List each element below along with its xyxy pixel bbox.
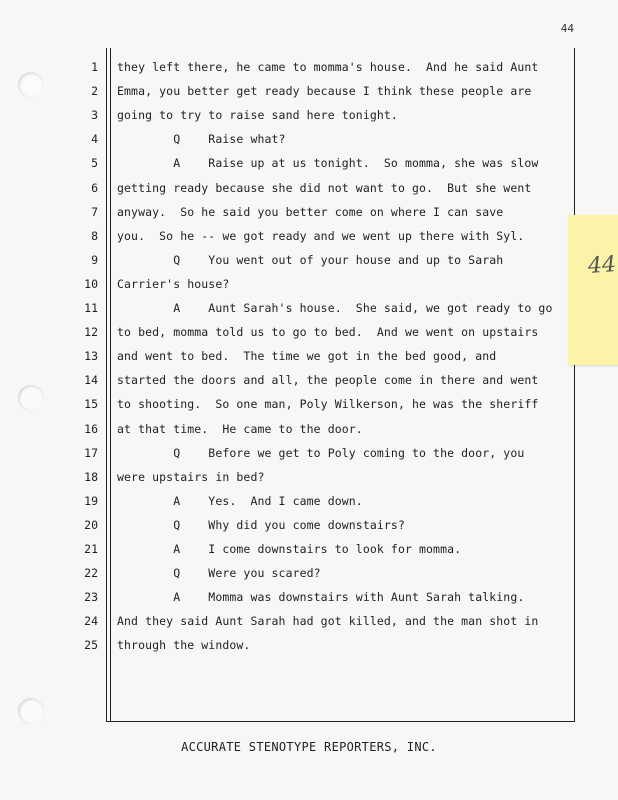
line-number: 1	[91, 60, 98, 74]
line-text: Q Why did you come downstairs?	[117, 517, 405, 532]
line-text: through the window.	[117, 638, 251, 653]
line-number: 24	[84, 614, 98, 629]
reporter-footer: ACCURATE STENOTYPE REPORTERS, INC.	[181, 740, 437, 754]
line-text: they left there, he came to momma's house. And he said Aunt	[117, 60, 539, 74]
page-number: 44	[560, 22, 574, 35]
line-text: going to try to raise sand here tonight.	[117, 108, 398, 123]
line-text: and went to bed. The time we got in the bed good, and	[117, 349, 497, 364]
line-number: 3	[91, 108, 98, 123]
line-number: 4	[91, 132, 98, 147]
transcript-line	[0, 274, 600, 298]
line-number: 18	[84, 469, 98, 484]
line-number: 25	[84, 638, 98, 653]
line-number: 15	[84, 397, 98, 412]
punch-hole-bottom	[18, 698, 44, 724]
transcript-line	[0, 443, 600, 467]
transcript-line	[0, 611, 600, 635]
line-text: Carrier's house?	[117, 276, 230, 291]
transcript-line	[0, 226, 600, 250]
transcript-line	[0, 563, 600, 587]
line-number: 19	[84, 493, 98, 508]
line-text: Q You went out of your house and up to Sarah	[117, 252, 504, 267]
line-number: 7	[91, 204, 98, 219]
transcript-line	[0, 129, 600, 153]
line-text: getting ready because she did not want to go. But she went	[117, 180, 532, 195]
line-text: A Yes. And I came down.	[117, 493, 363, 508]
line-text: at that time. He came to the door.	[117, 421, 363, 436]
line-text: A Raise up at us tonight. So momma, she was slow	[117, 156, 539, 171]
line-text: Q Before we get to Poly coming to the door, you	[117, 445, 525, 460]
transcript-line	[0, 515, 600, 539]
line-text: Q Were you scared?	[117, 566, 321, 581]
line-number: 2	[91, 84, 98, 99]
line-text: were upstairs in bed?	[117, 469, 265, 484]
line-number: 12	[84, 325, 98, 340]
line-number: 23	[84, 590, 98, 605]
line-text: A I come downstairs to look for momma.	[117, 542, 462, 556]
line-text: And they said Aunt Sarah had got killed, and the man shot in	[117, 614, 539, 629]
line-text: Q Raise what?	[117, 132, 286, 147]
line-number: 5	[91, 156, 98, 171]
line-number: 6	[91, 180, 98, 195]
transcript-line	[0, 635, 600, 659]
line-number: 16	[84, 421, 98, 436]
transcript-line	[0, 105, 600, 129]
transcript-line	[0, 322, 600, 346]
transcript-line	[0, 346, 600, 370]
transcript-line	[0, 419, 600, 443]
sticky-tab	[568, 215, 618, 365]
line-number: 11	[84, 301, 98, 315]
transcript-line	[0, 202, 600, 226]
transcript-line	[0, 539, 600, 563]
line-text: A Momma was downstairs with Aunt Sarah talking.	[117, 590, 525, 605]
transcript-line	[0, 153, 600, 177]
transcript-line	[0, 370, 600, 394]
line-text: anyway. So he said you better come on where I can save	[117, 204, 504, 219]
line-number: 8	[91, 228, 98, 243]
line-text: you. So he -- we got ready and we went up there with Syl.	[117, 228, 525, 243]
line-text: started the doors and all, the people come in there and went	[117, 373, 539, 388]
transcript-line	[0, 81, 600, 105]
transcript-line	[0, 178, 600, 202]
transcript-line	[0, 467, 600, 491]
line-number: 17	[84, 445, 98, 460]
handwritten-page-note: 44	[587, 252, 617, 279]
line-number: 10	[84, 276, 98, 291]
line-number: 21	[84, 542, 98, 556]
transcript-line	[0, 57, 600, 81]
line-number: 14	[84, 373, 98, 388]
transcript-line	[0, 250, 600, 274]
transcript-line	[0, 491, 600, 515]
line-number: 9	[91, 252, 98, 267]
line-text: to bed, momma told us to go to bed. And we went on upstairs	[117, 325, 539, 340]
line-text: to shooting. So one man, Poly Wilkerson, he was the sheriff	[117, 397, 539, 412]
line-number: 22	[84, 566, 98, 581]
line-text: A Aunt Sarah's house. She said, we got ready to go	[117, 301, 553, 315]
line-number: 20	[84, 517, 98, 532]
transcript-line	[0, 298, 600, 322]
line-text: Emma, you better get ready because I think these people are	[117, 84, 532, 99]
line-number: 13	[84, 349, 98, 364]
transcript-line	[0, 394, 600, 418]
transcript-line	[0, 587, 600, 611]
